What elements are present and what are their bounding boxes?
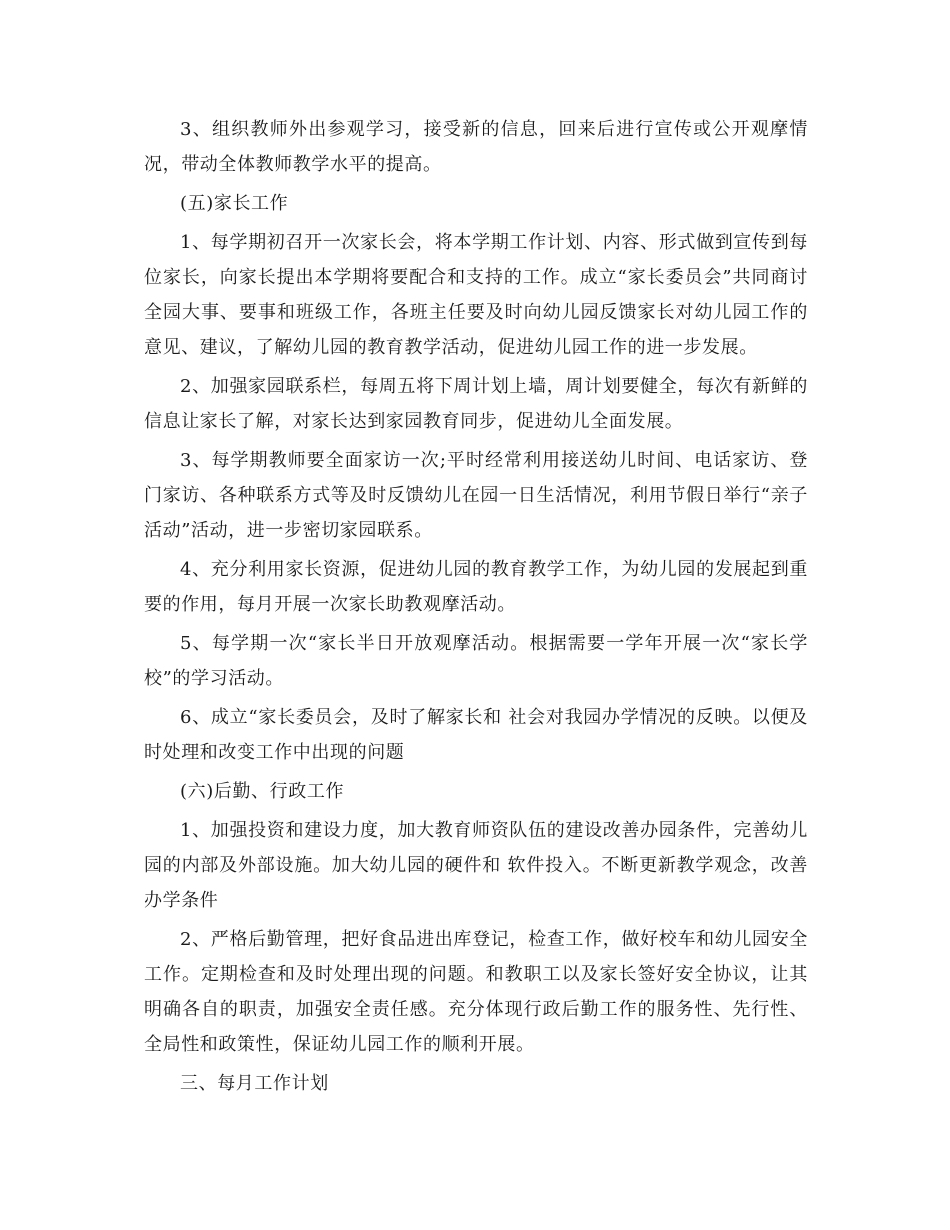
paragraph-parent-resources: 4、充分利用家长资源，促进幼儿园的教育教学工作，为幼儿园的发展起到重要的作用，每月开展一次家长助教观摩活动。: [144, 559, 808, 615]
paragraph-logistics-management: 2、严格后勤管理，把好食品进出库登记，检查工作，做好校车和幼儿园安全工作。定期检查和及时处理出现的问题。和教职工以及家长签好安全协议，让其明确各自的职责，加强安全责任感。充分体现行政后勤工作的服务性、先行性、全局性和政策性，保证幼儿园工作的顺利开展。: [144, 929, 808, 1055]
section-heading-logistics: (六)后勤、行政工作: [180, 781, 345, 802]
paragraph-investment: 1、加强投资和建设力度，加大教育师资队伍的建设改善办园条件，完善幼儿园的内部及外部设施。加大幼儿园的硬件和 软件投入。不断更新教学观念，改善办学条件: [144, 820, 808, 911]
section-heading-parent-work: (五)家长工作: [180, 193, 289, 214]
paragraph-teacher-study: 3、组织教师外出参观学习，接受新的信息，回来后进行宣传或公开观摩情况，带动全体教师教学水平的提高。: [144, 119, 808, 175]
paragraph-home-visits: 3、每学期教师要全面家访一次;平时经常利用接送幼儿时间、电话家访、登门家访、各种联系方式等及时反馈幼儿在园一日生活情况，利用节假日举行“亲子活动”活动，进一步密切家园联系。: [144, 450, 808, 541]
section-heading-monthly-plan: 三、每月工作计划: [180, 1073, 329, 1094]
paragraph-open-day: 5、每学期一次“家长半日开放观摩活动。根据需要一学年开展一次“家长学校”的学习活动。: [144, 633, 808, 689]
document-body: [144, 112, 808, 1105]
paragraph-parent-committee: 6、成立“家长委员会，及时了解家长和 社会对我园办学情况的反映。以便及时处理和改变工作中出现的问题: [144, 707, 808, 763]
paragraph-home-school-board: 2、加强家园联系栏，每周五将下周计划上墙，周计划要健全，每次有新鲜的信息让家长了解，对家长达到家园教育同步，促进幼儿全面发展。: [144, 376, 808, 432]
paragraph-parent-meeting: 1、每学期初召开一次家长会，将本学期工作计划、内容、形式做到宣传到每位家长，向家长提出本学期将要配合和支持的工作。成立“家长委员会”共同商讨全园大事、要事和班级工作，各班主任要及时向幼儿园反馈家长对幼儿园工作的意见、建议，了解幼儿园的教育教学活动，促进幼儿园工作的进一步发展。: [144, 232, 808, 358]
